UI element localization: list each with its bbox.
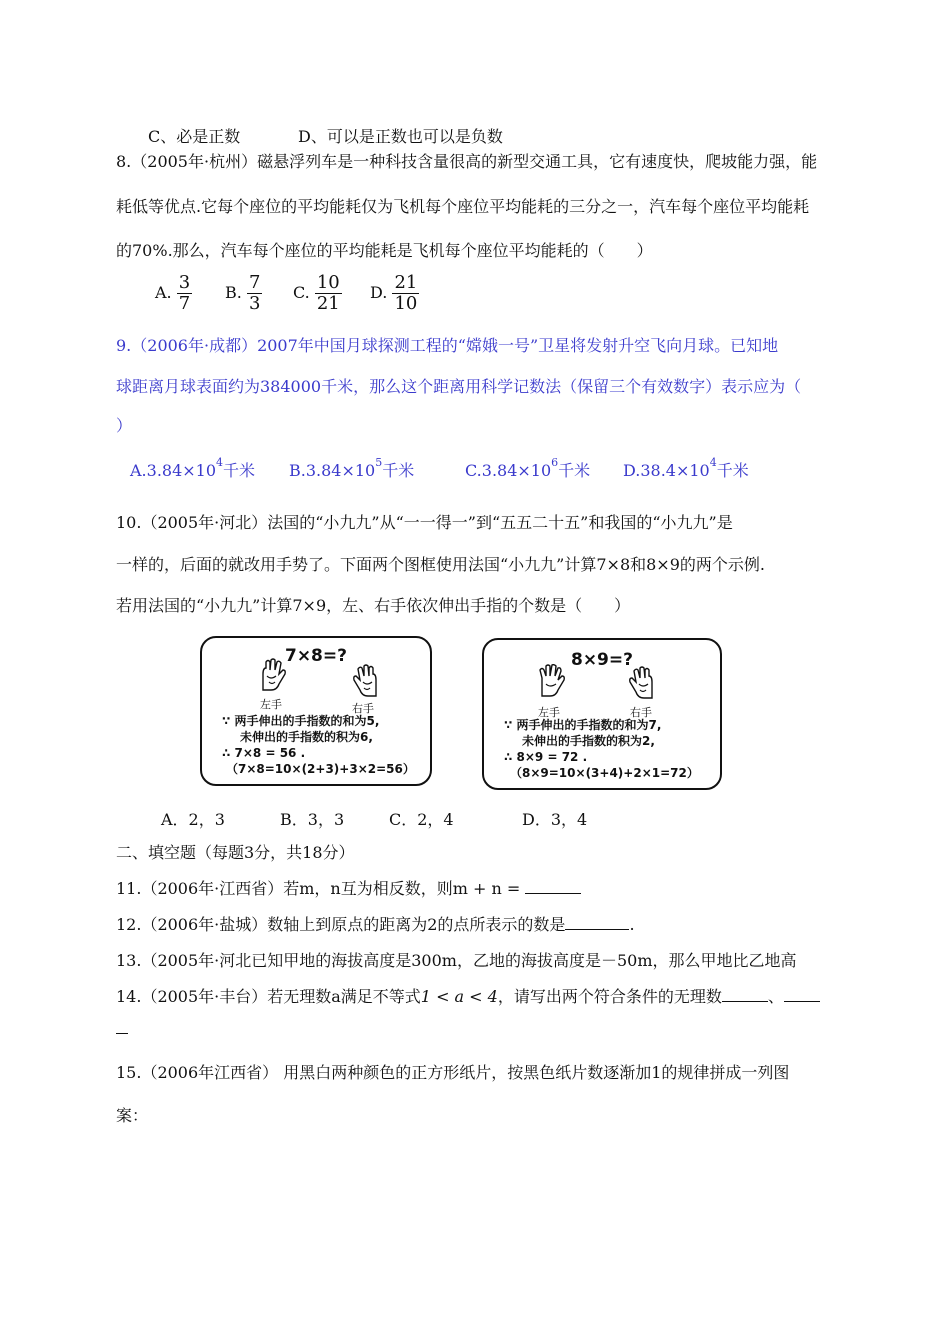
base: 10 bbox=[195, 461, 217, 480]
q8-line-1: 8.（2005年·杭州）磁悬浮列车是一种科技含量很高的新型交通工具，它有速度快，爬坡能力强，能 bbox=[116, 152, 818, 171]
box-line-2: 未伸出的手指数的积为2, bbox=[522, 734, 655, 748]
q9-line-1: 9.（2006年·成都）2007年中国月球探测工程的“嫦娥一号”卫星将发射升空飞向月球。已知地 bbox=[116, 336, 779, 355]
q8-line-2: 耗低等优点.它每个座位的平均能耗仅为飞机每个座位平均能耗的三分之一，汽车每个座位平均能耗 bbox=[116, 197, 810, 216]
q9-option-b bbox=[289, 455, 415, 481]
right-hand-label: 右手 bbox=[630, 706, 652, 719]
q7-option-c: C、必是正数 bbox=[148, 127, 241, 146]
option-label: B.3.84× bbox=[289, 461, 355, 480]
q11-text: 11.（2006年·江西省）若m，n互为相反数，则m + n = bbox=[116, 879, 521, 898]
exponent: 4 bbox=[216, 455, 224, 469]
denominator: 3 bbox=[248, 293, 261, 314]
box-line-1: ∵ 两手伸出的手指数的和为5, bbox=[222, 714, 380, 728]
exponent: 4 bbox=[709, 455, 717, 469]
q8-option-c bbox=[293, 273, 342, 314]
q14-tail: ，请写出两个符合条件的无理数 bbox=[497, 987, 722, 1006]
box-line-3: ∴ 7×8 = 56 . bbox=[222, 746, 306, 760]
answer-blank[interactable] bbox=[525, 893, 581, 894]
q13: 13.（2005年·河北已知甲地的海拔高度是300m，乙地的海拔高度是－50m，那么甲地比乙地高 bbox=[116, 951, 797, 970]
q12 bbox=[116, 915, 635, 935]
denominator: 10 bbox=[394, 293, 418, 314]
fraction bbox=[392, 273, 419, 314]
unit: 千米 bbox=[716, 461, 749, 480]
exponent: 5 bbox=[375, 455, 383, 469]
figure-box-8x9 bbox=[482, 638, 722, 790]
box-title: 7×8=? bbox=[284, 646, 347, 666]
right-hand-label: 右手 bbox=[352, 702, 374, 715]
q12-text: 12.（2006年·盐城）数轴上到原点的距离为2的点所表示的数是 bbox=[116, 915, 566, 934]
numerator: 7 bbox=[248, 272, 261, 293]
unit: 千米 bbox=[382, 461, 415, 480]
left-hand-label: 左手 bbox=[260, 698, 282, 711]
q10-option-b: B．3，3 bbox=[280, 810, 345, 829]
fraction bbox=[177, 273, 192, 314]
q14-text: 14.（2005年·丰台）若无理数a满足不等式 bbox=[116, 987, 421, 1006]
q8-option-d bbox=[370, 273, 419, 314]
q9-option-a bbox=[130, 455, 256, 481]
denominator: 7 bbox=[178, 293, 191, 314]
fraction bbox=[315, 273, 342, 314]
q9-option-c bbox=[465, 455, 591, 481]
box-title: 8×9=? bbox=[570, 650, 633, 670]
option-label: D.38.4× bbox=[623, 461, 690, 480]
answer-blank[interactable] bbox=[784, 1001, 820, 1002]
option-label: C. bbox=[293, 283, 310, 302]
box-line-4: （7×8=10×(2+3)+3×2=56） bbox=[226, 762, 415, 776]
q14-separator: 、 bbox=[767, 987, 784, 1006]
option-label: A. bbox=[155, 283, 172, 302]
left-hand-icon bbox=[536, 664, 568, 698]
answer-blank[interactable] bbox=[722, 1001, 768, 1002]
option-label: D. bbox=[370, 283, 388, 302]
answer-blank-continued[interactable] bbox=[116, 1033, 128, 1034]
q8-line-3: 的70%.那么，汽车每个座位的平均能耗是飞机每个座位平均能耗的（ ） bbox=[116, 241, 653, 260]
answer-blank[interactable] bbox=[565, 929, 629, 930]
box-line-2: 未伸出的手指数的积为6, bbox=[240, 730, 373, 744]
q14 bbox=[116, 987, 820, 1007]
q11 bbox=[116, 879, 581, 899]
box-line-1: ∵ 两手伸出的手指数的和为7, bbox=[504, 718, 662, 732]
q7-option-d: D、可以是正数也可以是负数 bbox=[298, 127, 503, 146]
base: 10 bbox=[354, 461, 376, 480]
base: 10 bbox=[689, 461, 710, 480]
base: 10 bbox=[530, 461, 552, 480]
q10-line-2: 一样的，后面的就改用手势了。下面两个图框使用法国“小九九”计算7×8和8×9的两个示例. bbox=[116, 555, 765, 574]
unit: 千米 bbox=[223, 461, 256, 480]
q15-line-2: 案： bbox=[116, 1106, 149, 1125]
option-label: C.3.84× bbox=[465, 461, 531, 480]
left-hand-icon bbox=[257, 658, 289, 692]
q10-option-d: D．3，4 bbox=[522, 810, 588, 829]
q14-inequality: 1 < a < 4 bbox=[420, 987, 498, 1006]
q10-line-3: 若用法国的“小九九”计算7×9，左、右手依次伸出手指的个数是（ ） bbox=[116, 596, 631, 615]
right-hand-icon bbox=[350, 664, 382, 698]
box-line-3: ∴ 8×9 = 72 . bbox=[504, 750, 588, 764]
numerator: 3 bbox=[178, 272, 191, 293]
option-label: B. bbox=[225, 283, 242, 302]
q9-line-2: 球距离月球表面约为384000千米，那么这个距离用科学记数法（保留三个有效数字）表示应为（ bbox=[116, 377, 802, 396]
unit: 千米 bbox=[558, 461, 591, 480]
q15-line-1: 15.（2006年江西省） 用黑白两种颜色的正方形纸片，按黑色纸片数逐渐加1的规律拼成一列图 bbox=[116, 1063, 790, 1082]
q10-line-1: 10.（2005年·河北）法国的“小九九”从“一一得一”到“五五二十五”和我国的“小九九”是 bbox=[116, 513, 733, 532]
q8-option-a bbox=[155, 273, 192, 314]
denominator: 21 bbox=[316, 293, 340, 314]
numerator: 10 bbox=[316, 272, 340, 293]
q10-option-c: C．2，4 bbox=[389, 810, 454, 829]
exponent: 6 bbox=[551, 455, 559, 469]
box-line-4: （8×9=10×(3+4)+2×1=72） bbox=[510, 766, 699, 780]
fraction bbox=[247, 273, 262, 314]
section-2-heading: 二、填空题（每题3分，共18分） bbox=[116, 843, 355, 862]
numerator: 21 bbox=[394, 272, 418, 293]
q9-line-3: ） bbox=[116, 416, 133, 435]
option-label: A.3.84× bbox=[130, 461, 196, 480]
left-hand-label: 左手 bbox=[538, 706, 560, 719]
q12-end: . bbox=[629, 915, 635, 934]
right-hand-icon bbox=[626, 666, 658, 700]
q10-option-a: A．2，3 bbox=[161, 810, 225, 829]
q8-option-b bbox=[225, 273, 262, 314]
q9-option-d bbox=[623, 455, 749, 481]
figure-box-7x8 bbox=[200, 636, 432, 786]
